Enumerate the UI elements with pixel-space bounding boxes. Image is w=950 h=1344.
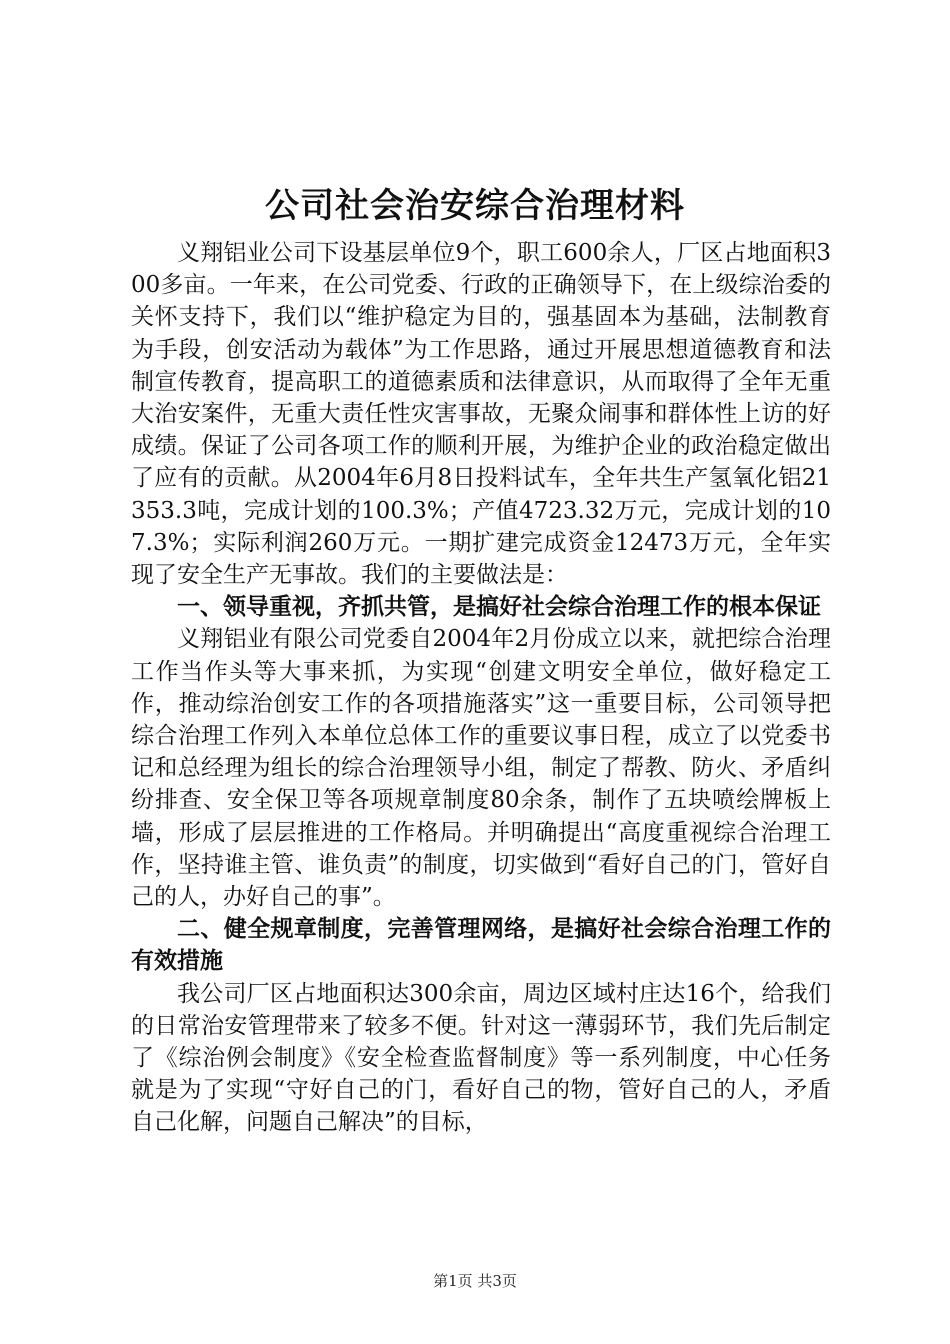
document-title: 公司社会治安综合治理材料 xyxy=(265,186,685,226)
section-heading-2: 二、健全规章制度，完善管理网络，是搞好社会综合治理工作的有效措施 xyxy=(131,916,831,975)
document-body xyxy=(131,237,831,1139)
body-paragraph-section-2: 我公司厂区占地面积达300余亩，周边区域村庄达16个，给我们的日常治安管理带来了较多不便。针对这一薄弱环节，我们先后制定了《综治例会制度》《安全检查监督制度》等一系列制度，中心任务就是为了实现“守好自己的门，看好自己的物，管好自己的人，矛盾自己化解，问题自己解决”的目标， xyxy=(131,980,831,1136)
body-paragraph-section-1: 义翔铝业有限公司党委自2004年2月份成立以来，就把综合治理工作当作头等大事来抓，为实现“创建文明安全单位，做好稳定工作，推动综治创安工作的各项措施落实”这一重要目标，公司领导把综合治理工作列入本单位总体工作的重要议事日程，成立了以党委书记和总经理为组长的综合治理领导小组，制定了帮教、防火、矛盾纠纷排查、安全保卫等各项规章制度80余条，制作了五块喷绘牌板上墙，形成了层层推进的工作格局。并明确提出“高度重视综合治理工作，坚持谁主管、谁负责”的制度，切实做到“看好自己的门，管好自己的人，办好自己的事”。 xyxy=(131,626,831,911)
body-paragraph-intro: 义翔铝业公司下设基层单位9个，职工600余人，厂区占地面积300多亩。一年来，在公司党委、行政的正确领导下，在上级综治委的关怀支持下，我们以“维护稳定为目的，强基固本为基础，法制教育为手段，创安活动为载体”为工作思路，通过开展思想道德教育和法制宣传教育，提高职工的道德素质和法律意识，从而取得了全年无重大治安案件，无重大责任性灾害事故，无聚众闹事和群体性上访的好成绩。保证了公司各项工作的顺利开展，为维护企业的政治稳定做出了应有的贡献。从2004年6月8日投料试车，全年共生产氢氧化铝21353.3吨，完成计划的100.3%；产值4723.32万元，完成计划的107.3%；实际利润260万元。一期扩建完成资金12473万元，全年实现了安全生产无事故。我们的主要做法是： xyxy=(131,240,831,589)
page-number-footer: 第1页 共3页 xyxy=(433,1272,517,1290)
section-heading-1: 一、领导重视，齐抓共管，是搞好社会综合治理工作的根本保证 xyxy=(177,594,821,621)
